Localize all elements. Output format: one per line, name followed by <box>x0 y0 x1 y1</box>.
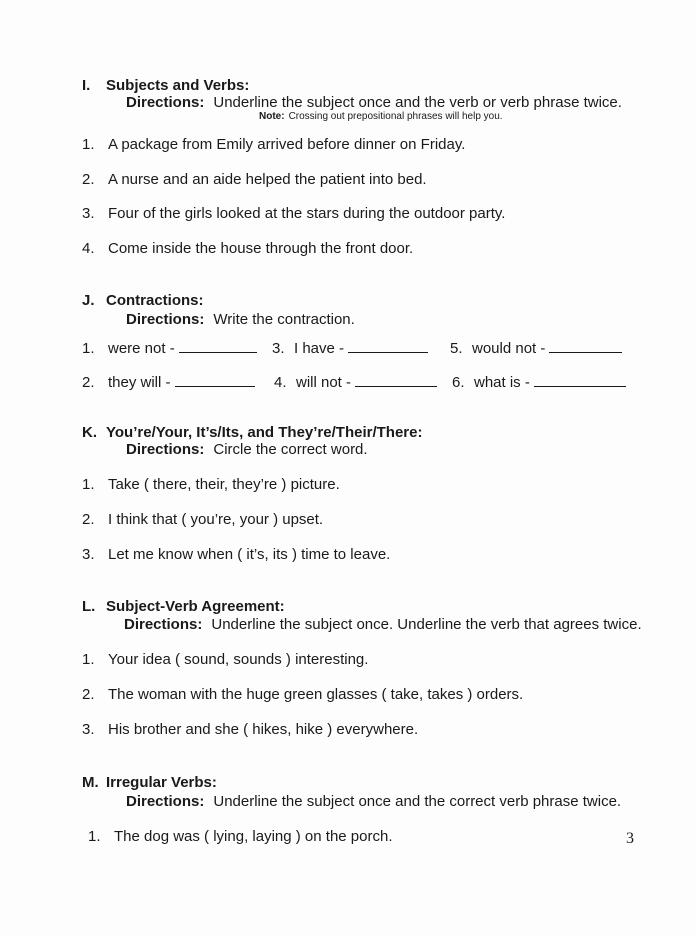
item-number: 4. <box>274 374 287 391</box>
answer-blank[interactable] <box>348 338 428 353</box>
directions-label: Directions: <box>124 616 203 633</box>
item-number: 2. <box>82 374 95 391</box>
item-number: 2. <box>82 171 95 188</box>
item-text: The woman with the huge green glasses ( take, takes ) orders. <box>108 686 524 703</box>
section-letter: M. <box>82 774 99 791</box>
directions-text: Underline the subject once and the verb or verb phrase twice. <box>213 94 622 111</box>
item-text: I think that ( you’re, your ) upset. <box>108 511 324 528</box>
section-m-heading <box>82 774 217 791</box>
item-number: 4. <box>82 240 95 257</box>
item-number: 6. <box>452 374 465 391</box>
section-letter: K. <box>82 424 97 441</box>
item-number: 2. <box>82 511 95 528</box>
item-number: 1. <box>82 476 95 493</box>
item-text: A nurse and an aide helped the patient into bed. <box>108 171 427 188</box>
item-number: 1. <box>82 651 95 668</box>
contraction-item <box>452 372 626 391</box>
item-text: His brother and she ( hikes, hike ) everywhere. <box>108 721 419 738</box>
item-text: they will - <box>108 374 171 391</box>
item-text: what is - <box>474 374 530 391</box>
answer-blank[interactable] <box>549 338 622 353</box>
item-number: 3. <box>82 721 95 738</box>
section-j-heading <box>82 292 204 309</box>
contraction-item <box>82 372 255 391</box>
section-i-heading <box>82 77 249 94</box>
item-text: Come inside the house through the front door. <box>108 240 414 257</box>
contraction-item <box>82 338 257 357</box>
directions-text: Underline the subject once. Underline the verb that agrees twice. <box>211 616 642 633</box>
item-number: 5. <box>450 340 463 357</box>
contraction-item <box>274 372 437 391</box>
list-item <box>82 546 390 563</box>
section-title: Subject-Verb Agreement: <box>106 598 285 615</box>
list-item <box>82 240 413 257</box>
section-title: Irregular Verbs: <box>106 774 217 791</box>
section-k-directions <box>126 441 368 458</box>
item-text: A package from Emily arrived before dinner on Friday. <box>108 136 466 153</box>
answer-blank[interactable] <box>534 372 626 387</box>
directions-label: Directions: <box>126 94 205 111</box>
note-label: Note: <box>259 111 285 122</box>
section-letter: I. <box>82 77 91 94</box>
section-title: Subjects and Verbs: <box>106 77 250 94</box>
item-text: were not - <box>108 340 175 357</box>
answer-blank[interactable] <box>175 372 255 387</box>
directions-text: Circle the correct word. <box>213 441 368 458</box>
item-text: will not - <box>296 374 352 391</box>
directions-label: Directions: <box>126 311 205 328</box>
item-text: Take ( there, their, they’re ) picture. <box>108 476 340 493</box>
item-number: 1. <box>82 136 95 153</box>
section-m-directions <box>126 793 621 810</box>
item-number: 2. <box>82 686 95 703</box>
item-text: I have - <box>294 340 345 357</box>
section-l-heading <box>82 598 285 615</box>
section-title: Contractions: <box>106 292 204 309</box>
item-number: 1. <box>88 828 101 845</box>
directions-text: Underline the subject once and the correct verb phrase twice. <box>213 793 622 810</box>
item-number: 1. <box>82 340 95 357</box>
item-text: Let me know when ( it’s, its ) time to leave. <box>108 546 391 563</box>
item-number: 3. <box>82 205 95 222</box>
contraction-item <box>450 338 622 357</box>
item-text: Four of the girls looked at the stars during the outdoor party. <box>108 205 506 222</box>
answer-blank[interactable] <box>179 338 257 353</box>
item-text: The dog was ( lying, laying ) on the porch. <box>114 828 393 845</box>
section-letter: J. <box>82 292 95 309</box>
directions-label: Directions: <box>126 441 205 458</box>
list-item <box>82 171 427 188</box>
section-j-directions <box>126 311 355 328</box>
section-l-directions <box>124 616 642 633</box>
list-item <box>88 828 392 845</box>
item-text: Your idea ( sound, sounds ) interesting. <box>108 651 369 668</box>
answer-blank[interactable] <box>355 372 437 387</box>
item-text: would not - <box>472 340 546 357</box>
contraction-item <box>272 338 428 357</box>
list-item <box>82 136 465 153</box>
section-i-directions <box>126 94 622 111</box>
item-number: 3. <box>82 546 95 563</box>
list-item <box>82 476 340 493</box>
section-letter: L. <box>82 598 96 615</box>
directions-text: Write the contraction. <box>213 311 355 328</box>
list-item <box>82 205 505 222</box>
list-item <box>82 651 368 668</box>
list-item <box>82 511 323 528</box>
list-item <box>82 686 523 703</box>
directions-label: Directions: <box>126 793 205 810</box>
section-title: You’re/Your, It’s/Its, and They’re/Their/There: <box>106 424 423 441</box>
section-i-note <box>259 111 503 122</box>
section-k-heading <box>82 424 422 441</box>
list-item <box>82 721 418 738</box>
item-number: 3. <box>272 340 285 357</box>
page-number: 3 <box>626 830 634 847</box>
note-text: Crossing out prepositional phrases will help you. <box>288 111 503 122</box>
